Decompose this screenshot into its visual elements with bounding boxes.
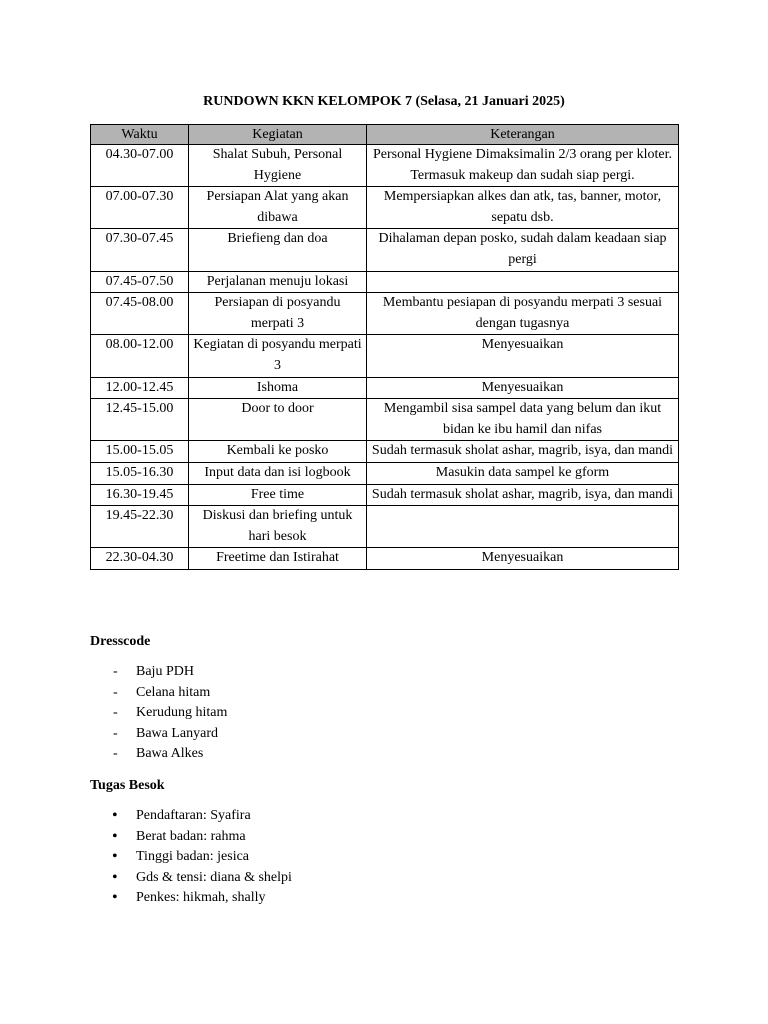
cell-keterangan: Sudah termasuk sholat ashar, magrib, isya, dan mandi bbox=[367, 441, 679, 463]
cell-waktu: 07.45-07.50 bbox=[91, 271, 189, 293]
table-row bbox=[91, 377, 679, 399]
dresscode-item bbox=[90, 744, 227, 765]
cell-keterangan: Personal Hygiene Dimaksimalin 2/3 orang per kloter. Termasuk makeup dan sudah siap pergi. bbox=[367, 145, 679, 187]
tugas-item bbox=[90, 888, 292, 909]
cell-waktu: 08.00-12.00 bbox=[91, 335, 189, 377]
cell-waktu: 15.00-15.05 bbox=[91, 441, 189, 463]
cell-kegiatan: Kegiatan di posyandu merpati 3 bbox=[189, 335, 367, 377]
cell-kegiatan: Persiapan di posyandu merpati 3 bbox=[189, 293, 367, 335]
dresscode-item bbox=[90, 703, 227, 724]
table-body bbox=[91, 145, 679, 570]
cell-keterangan bbox=[367, 271, 679, 293]
list-marker: • bbox=[112, 848, 118, 866]
cell-keterangan: Mempersiapkan alkes dan atk, tas, banner, motor, sepatu dsb. bbox=[367, 187, 679, 229]
header-waktu: Waktu bbox=[91, 125, 189, 145]
cell-kegiatan: Briefieng dan doa bbox=[189, 229, 367, 271]
tugas-item bbox=[90, 827, 292, 848]
header-kegiatan: Kegiatan bbox=[189, 125, 367, 145]
list-marker: • bbox=[112, 889, 118, 907]
table-row bbox=[91, 484, 679, 506]
cell-kegiatan: Free time bbox=[189, 484, 367, 506]
cell-waktu: 07.45-08.00 bbox=[91, 293, 189, 335]
table-row bbox=[91, 441, 679, 463]
tugas-item bbox=[90, 847, 292, 868]
tugas-item bbox=[90, 868, 292, 889]
cell-keterangan: Menyesuaikan bbox=[367, 335, 679, 377]
document-title: RUNDOWN KKN KELOMPOK 7 (Selasa, 21 Januari 2025) bbox=[203, 94, 565, 109]
cell-waktu: 07.30-07.45 bbox=[91, 229, 189, 271]
list-marker: - bbox=[113, 725, 118, 741]
list-marker: • bbox=[112, 868, 118, 886]
cell-waktu: 22.30-04.30 bbox=[91, 548, 189, 570]
cell-kegiatan: Input data dan isi logbook bbox=[189, 462, 367, 484]
cell-waktu: 15.05-16.30 bbox=[91, 462, 189, 484]
list-item-text: Bawa Alkes bbox=[136, 746, 204, 762]
dresscode-item bbox=[90, 683, 227, 704]
table-header-row bbox=[91, 125, 679, 145]
cell-kegiatan: Shalat Subuh, Personal Hygiene bbox=[189, 145, 367, 187]
dresscode-item bbox=[90, 724, 227, 745]
list-marker: • bbox=[112, 807, 118, 824]
list-item-text: Baju PDH bbox=[136, 664, 194, 679]
cell-keterangan bbox=[367, 506, 679, 548]
table-row bbox=[91, 399, 679, 441]
list-item-text: Gds & tensi: diana & shelpi bbox=[136, 869, 292, 885]
cell-kegiatan: Perjalanan menuju lokasi bbox=[189, 271, 367, 293]
cell-waktu: 07.00-07.30 bbox=[91, 187, 189, 229]
cell-keterangan: Masukin data sampel ke gform bbox=[367, 462, 679, 484]
list-item-text: Pendaftaran: Syafira bbox=[136, 808, 251, 823]
cell-keterangan: Sudah termasuk sholat ashar, magrib, isya, dan mandi bbox=[367, 484, 679, 506]
list-item-text: Penkes: hikmah, shally bbox=[136, 890, 266, 906]
list-marker: - bbox=[113, 746, 118, 762]
cell-kegiatan: Ishoma bbox=[189, 377, 367, 399]
list-marker: - bbox=[113, 684, 118, 700]
table-row bbox=[91, 229, 679, 271]
tugas-besok-list bbox=[90, 806, 292, 909]
list-marker: - bbox=[113, 664, 118, 679]
table-row bbox=[91, 271, 679, 293]
table-row bbox=[91, 548, 679, 570]
list-item-text: Kerudung hitam bbox=[136, 705, 228, 721]
rundown-table bbox=[90, 124, 679, 570]
cell-keterangan: Menyesuaikan bbox=[367, 377, 679, 399]
cell-kegiatan: Persiapan Alat yang akan dibawa bbox=[189, 187, 367, 229]
cell-waktu: 04.30-07.00 bbox=[91, 145, 189, 187]
list-item-text: Tinggi badan: jesica bbox=[136, 849, 250, 865]
cell-kegiatan: Door to door bbox=[189, 399, 367, 441]
tugas-item bbox=[90, 806, 292, 827]
cell-keterangan: Membantu pesiapan di posyandu merpati 3 sesuai dengan tugasnya bbox=[367, 293, 679, 335]
cell-kegiatan: Freetime dan Istirahat bbox=[189, 548, 367, 570]
tugas-besok-heading: Tugas Besok bbox=[90, 778, 165, 793]
table-row bbox=[91, 293, 679, 335]
dresscode-list bbox=[90, 662, 227, 765]
list-item-text: Berat badan: rahma bbox=[136, 828, 246, 844]
dresscode-item bbox=[90, 662, 227, 683]
list-item-text: Celana hitam bbox=[136, 684, 211, 700]
list-marker: • bbox=[112, 827, 118, 845]
list-item-text: Bawa Lanyard bbox=[136, 725, 219, 741]
table-row bbox=[91, 506, 679, 548]
cell-kegiatan: Diskusi dan briefing untuk hari besok bbox=[189, 506, 367, 548]
table-row bbox=[91, 462, 679, 484]
table-row bbox=[91, 187, 679, 229]
cell-keterangan: Mengambil sisa sampel data yang belum dan ikut bidan ke ibu hamil dan nifas bbox=[367, 399, 679, 441]
cell-keterangan: Menyesuaikan bbox=[367, 548, 679, 570]
cell-waktu: 12.00-12.45 bbox=[91, 377, 189, 399]
table-row bbox=[91, 145, 679, 187]
list-marker: - bbox=[113, 705, 118, 721]
cell-waktu: 16.30-19.45 bbox=[91, 484, 189, 506]
cell-keterangan: Dihalaman depan posko, sudah dalam keadaan siap pergi bbox=[367, 229, 679, 271]
table-row bbox=[91, 335, 679, 377]
cell-waktu: 19.45-22.30 bbox=[91, 506, 189, 548]
cell-waktu: 12.45-15.00 bbox=[91, 399, 189, 441]
header-keterangan: Keterangan bbox=[367, 125, 679, 145]
dresscode-heading: Dresscode bbox=[90, 634, 151, 649]
cell-kegiatan: Kembali ke posko bbox=[189, 441, 367, 463]
